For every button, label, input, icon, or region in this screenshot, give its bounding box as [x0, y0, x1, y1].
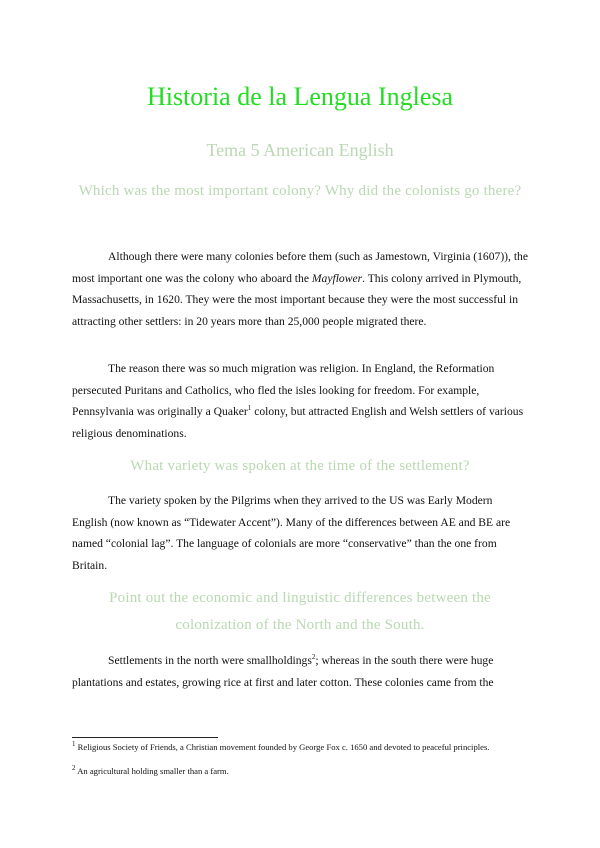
paragraph-settlements: Settlements in the north were smallholdings$^2$; whereas in the south there were huge plantations and estates, growing rice at first and later cotton. These colonies came from the	[72, 653, 494, 689]
paragraph-religion: The reason there was so much migration was religion. In England, the Reformation persecuted Puritans and Catholics, who fled the isles looking for freedom. For example, Pennsylvania was originally a Quaker$^1$ colony, but attracted English and Welsh settlers of various religious denominations.	[72, 362, 524, 440]
section-heading-variety: What variety was spoken at the time of the settlement?	[130, 458, 470, 474]
footnote-separator	[72, 737, 218, 738]
document-title: Historia de la Lengua Inglesa	[146, 82, 454, 111]
footnote-2: $^2$ An agricultural holding smaller than a farm.	[72, 764, 229, 776]
section-heading-colony: Which was the most important colony? Why did the colonists go there?	[78, 183, 522, 199]
section-heading-north-south: Point out the economic and linguistic differences between the colonization of the North and the South.	[109, 590, 491, 633]
footnote-ref-2: 2	[311, 653, 316, 662]
footnote-ref-1: 1	[247, 404, 252, 413]
paragraph-colonies: Although there were many colonies before them (such as Jamestown, Virginia (1607)), the most important one was the colony who aboard the Mayflower. This colony arrived in Plymouth, Massachusetts, in 1620. They were the most important because they were the most successful in attracting other settlers: in 20 years more than 25,000 people migrated there.	[72, 250, 529, 328]
document-subtitle: Tema 5 American English	[206, 140, 394, 160]
paragraph-variety: The variety spoken by the Pilgrims when they arrived to the US was Early Modern English (now known as “Tidewater Accent”). Many of the differences between AE and BE are named “colonial lag”. The language of colonials are more “conservative” than the one from Britain.	[72, 494, 511, 572]
footnote-1: $^1$ Religious Society of Friends, a Christian movement founded by George Fox c. 1650 and devoted to peaceful principles.	[72, 740, 490, 752]
ship-name: Mayflower	[311, 271, 363, 285]
